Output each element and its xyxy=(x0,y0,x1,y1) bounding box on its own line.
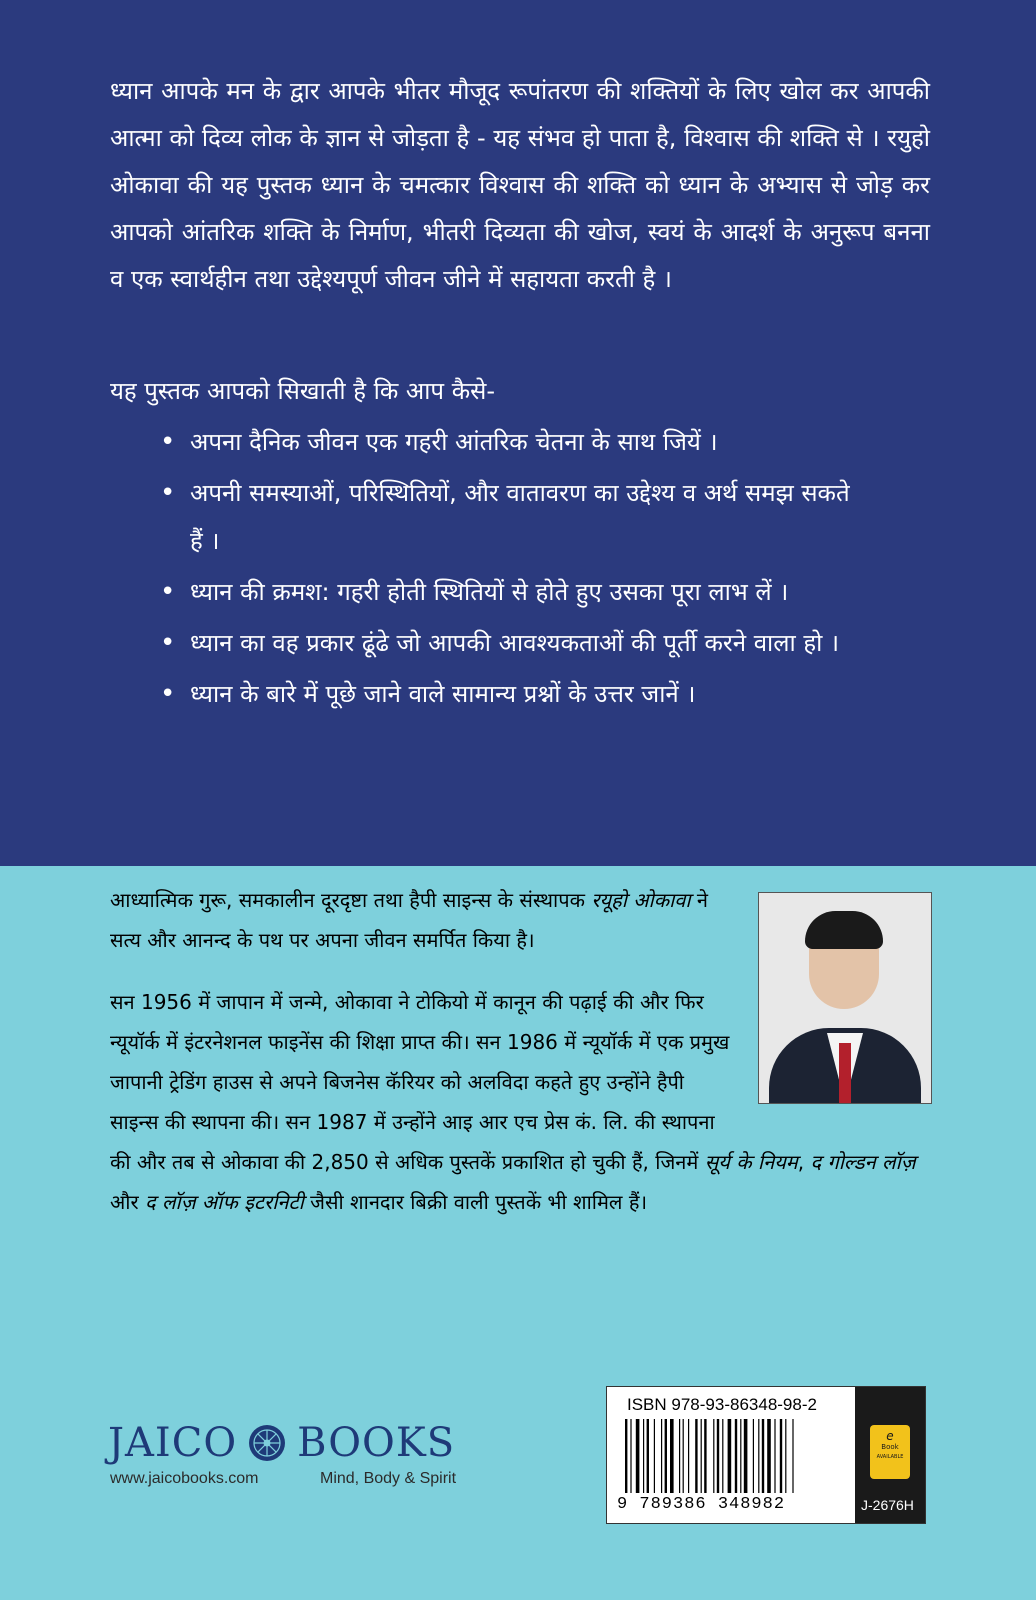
intro-paragraph: ध्यान आपके मन के द्वार आपके भीतर मौजूद रूपांतरण की शक्तियों के लिए खोल कर आपकी आत्मा को दिव्य लोक के ज्ञान से जोड़ता है - यह संभव हो पाता है, विश्वास की शक्ति से । रयुहो ओकावा की यह पुस्तक ध्यान के चमत्कार विश्वास की शक्ति को ध्यान के अभ्यास से जोड़ कर आपको आंतरिक शक्ति के निर्माण, भीतरी दिव्यता की खोज, स्वयं के आदर्श के अनुरूप बनना व एक स्वार्थहीन तथा उद्देश्यपूर्ण जीवन जीने में सहायता करती है । xyxy=(110,77,930,293)
publisher-tagline: Mind, Body & Spirit xyxy=(320,1470,457,1487)
barcode-block xyxy=(606,1386,926,1524)
logo-word-right: BOOKS xyxy=(297,1420,456,1466)
logo-word-left: JAICO xyxy=(108,1420,238,1466)
book-title: सूर्य के नियम xyxy=(704,1150,798,1174)
book-title: द गोल्डन लॉज़ xyxy=(810,1150,916,1174)
list-item: • ध्यान का वह प्रकार ढूंढे जो आपकी आवश्यकताओं की पूर्ती करने वाला हो । xyxy=(110,619,870,667)
isbn-label: ISBN 978-93-86348-98-2 xyxy=(627,1395,817,1414)
list-item: • अपनी समस्याओं, परिस्थितियों, और वातावरण का उद्देश्य व अर्थ समझ सकते हैं । xyxy=(110,469,870,565)
list-item: • अपना दैनिक जीवन एक गहरी आंतरिक चेतना के साथ जियें । xyxy=(110,418,870,466)
ebook-badge-icon: e Book AVAILABLE xyxy=(870,1425,910,1479)
list-item: • ध्यान के बारे में पूछे जाने वाले सामान्य प्रश्नों के उत्तर जानें । xyxy=(110,670,870,718)
catalog-code: J-2676H xyxy=(861,1497,914,1513)
author-name: रयूहो ओकावा xyxy=(591,888,691,912)
ebook-strip xyxy=(855,1387,925,1523)
author-photo xyxy=(758,892,932,1104)
bio-paragraph-1: आध्यात्मिक गुरू, समकालीन दूरदृष्टा तथा हैपी साइन्स के संस्थापक रयूहो ओकावा ने सत्य और आनन्द के पथ पर अपना जीवन समर्पित किया है। xyxy=(110,888,709,952)
isbn-digits: 9 789386 348982 xyxy=(617,1495,786,1514)
benefits-list xyxy=(110,418,870,721)
publisher-logo xyxy=(108,1418,455,1468)
book-title: द लॉज़ ऑफ इटरनिटी xyxy=(145,1190,304,1214)
list-item: • ध्यान की क्रमश: गहरी होती स्थितियों से होते हुए उसका पूरा लाभ लें । xyxy=(110,568,870,616)
publisher-website[interactable]: www.jaicobooks.com xyxy=(110,1470,259,1487)
author-bio xyxy=(110,880,930,1244)
dharma-wheel-icon xyxy=(247,1423,287,1463)
bio-paragraph-2: सन 1956 में जापान में जन्मे, ओकावा ने टोकियो में कानून की पढ़ाई की और फिर न्यूयॉर्क में इंटरनेशनल फाइनेंस की शिक्षा प्राप्त की। सन 1986 में न्यूयॉर्क में एक प्रमुख जापानी ट्रेडिंग हाउस से अपने बिजनेस कॅरियर को अलविदा कहते हुए उन्होंने हैपी साइन्स की स्थापना की। सन 1987 में उन्होंने आइ आर एच प्रेस कं. लि. की स्थापना की और तब से ओकावा की 2,850 से अधिक पुस्तकें प्रकाशित हो चुकी हैं, जिनमें सूर्य के नियम, द गोल्डन लॉज़ और द लॉज़ ऑफ इटरनिटी जैसी शानदार बिक्री वाली पुस्तकें भी शामिल हैं। xyxy=(110,990,916,1214)
barcode-bars xyxy=(625,1419,845,1493)
teaches-heading: यह पुस्तक आपको सिखाती है कि आप कैसे- xyxy=(110,377,496,405)
